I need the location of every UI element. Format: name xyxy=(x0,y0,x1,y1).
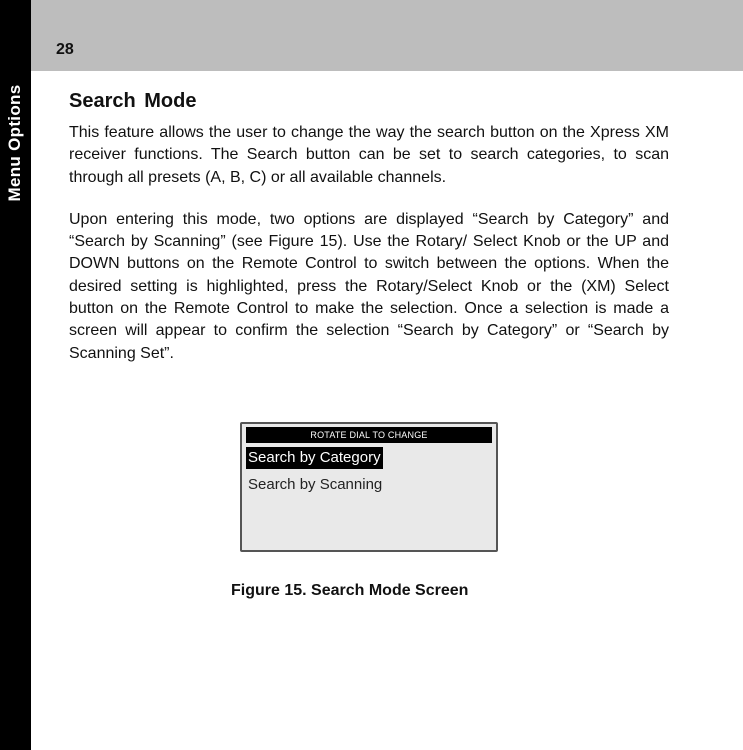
screen-option: Search by Scanning xyxy=(248,476,383,493)
section-title: Search Mode xyxy=(69,90,197,112)
paragraph-intro: This feature allows the user to change the way the search button on the Xpress XM receiver functions. The Search button can be set to search categories, to scan through all presets (A, B, C) or all available channels. xyxy=(69,124,669,186)
screen-header-bar: ROTATE DIAL TO CHANGE xyxy=(246,427,492,443)
device-screen-figure xyxy=(240,422,498,552)
screen-option-selected: Search by Category xyxy=(246,447,383,469)
page-content xyxy=(69,90,669,365)
sidebar-tab xyxy=(0,0,31,750)
paragraph-instructions: Upon entering this mode, two options are displayed “Search by Category” and “Search by Scanning” (see Figure 15). Use the Rotary/ Select Knob or the UP and DOWN buttons on the Remote Control to switch between the options. When the desired setting is highlighted, press the Rotary/Select Knob or the (XM) Select button on the Remote Control to make the selection. Once a selection is made a screen will appear to confirm the selection “Search by Category” or “Search by Scanning Set”. xyxy=(69,210,669,362)
sidebar-label: Menu Options xyxy=(5,84,24,202)
figure-caption: Figure 15. Search Mode Screen xyxy=(231,582,469,599)
page-number: 28 xyxy=(56,41,74,58)
page-header-band xyxy=(31,0,743,71)
